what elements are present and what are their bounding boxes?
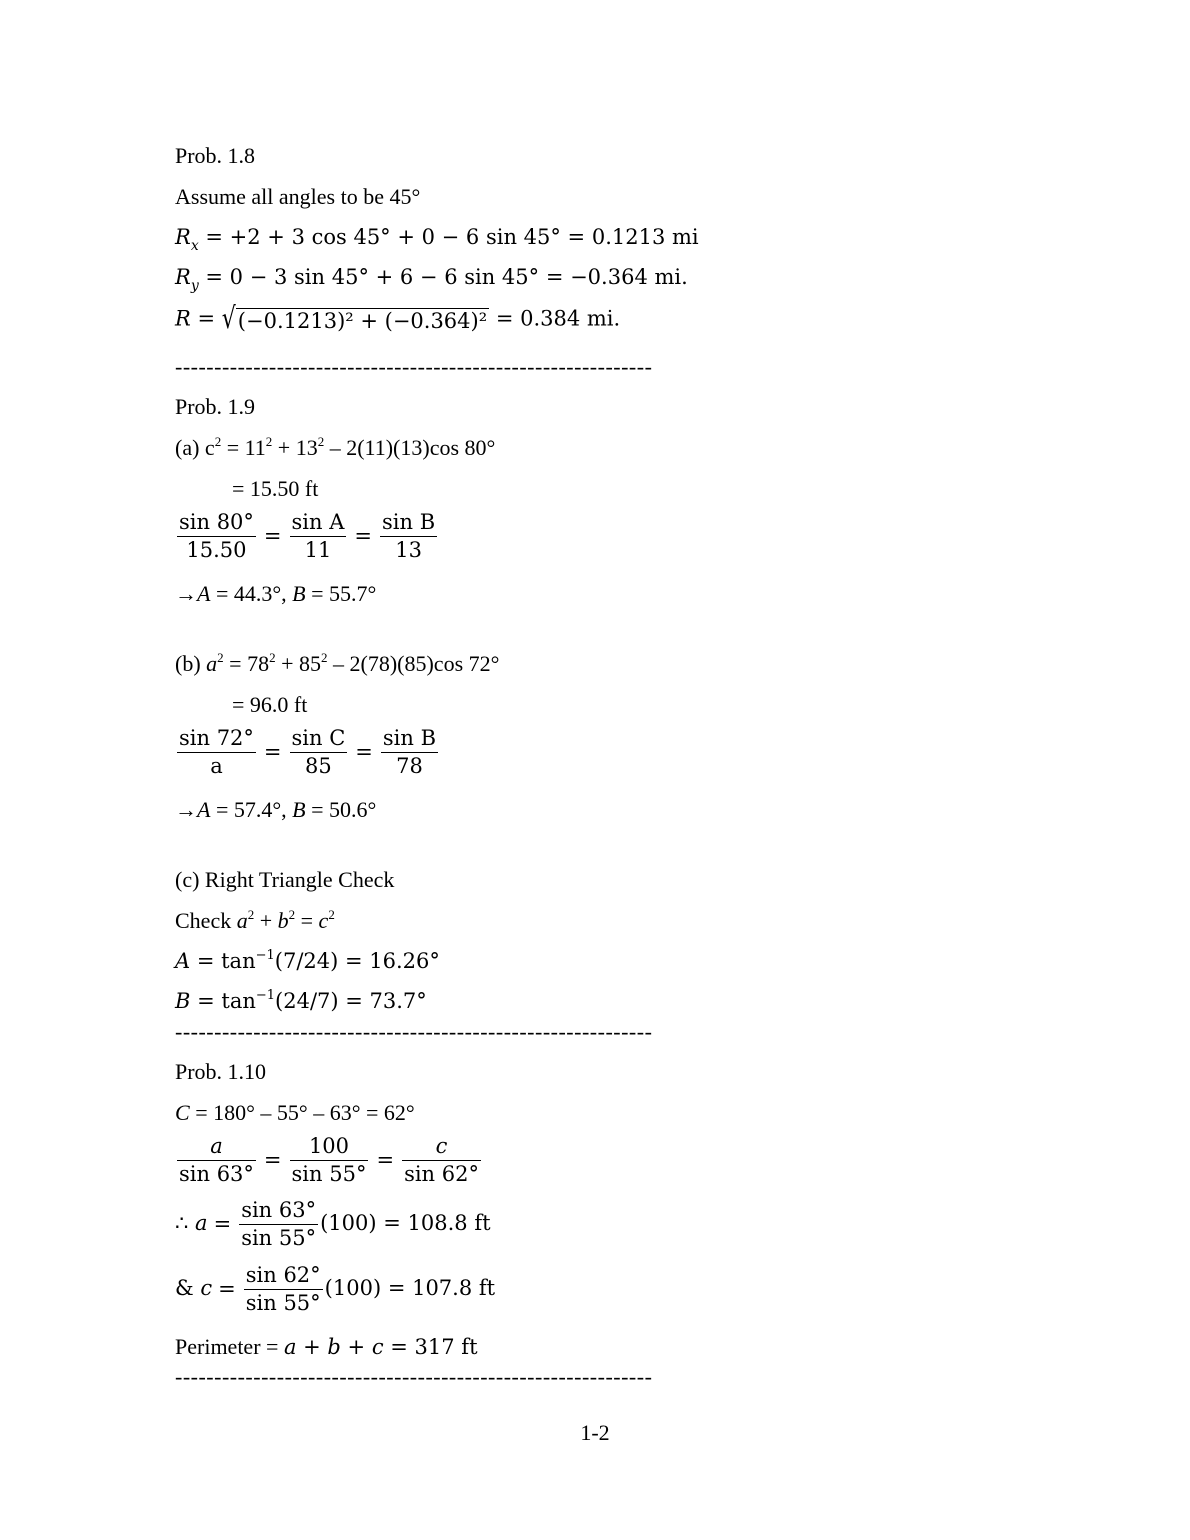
part-c-angle-b <box>175 988 427 1013</box>
denominator: sin 55° <box>245 1291 321 1315</box>
angle-c-equation <box>175 1102 415 1124</box>
denominator: 11 <box>304 538 332 562</box>
therefore: ∴ <box>175 1211 196 1235</box>
equals: = <box>263 524 282 548</box>
var: B <box>292 797 306 822</box>
var: c <box>371 1335 384 1359</box>
rx-equation <box>175 225 699 254</box>
text: + 13 <box>272 435 318 460</box>
exponent: 2 <box>288 907 296 922</box>
exponent: 2 <box>265 434 273 449</box>
exponent: 2 <box>321 650 328 665</box>
numerator: sin 72° <box>177 728 256 753</box>
var: c <box>200 1276 213 1300</box>
exponent: 2 <box>214 434 222 449</box>
rx-subscript: x <box>190 238 199 254</box>
part-b-answer <box>175 799 376 821</box>
exponent: 2 <box>317 434 325 449</box>
prob-1-10-title: Prob. 1.10 <box>175 1059 267 1084</box>
exponent: −1 <box>255 988 276 1003</box>
numerator: sin B <box>381 728 438 753</box>
separator-1: ------------------------------------------------------------- <box>175 354 653 379</box>
fraction <box>402 1136 481 1185</box>
part-c-check <box>175 907 335 933</box>
numerator: 100 <box>290 1136 369 1161</box>
text: Perimeter = <box>175 1334 284 1359</box>
denominator: a <box>210 754 223 778</box>
separator-2: ------------------------------------------------------------- <box>175 1019 653 1044</box>
var: C <box>175 1100 190 1125</box>
part-b-result: = 96.0 ft <box>232 692 308 717</box>
assume-line: Assume all angles to be 45° <box>175 184 421 209</box>
part-a-answer <box>175 583 376 605</box>
fraction <box>290 728 348 777</box>
r-rhs: = 0.384 mi. <box>489 306 621 331</box>
part-b-sine-ratio <box>175 728 440 777</box>
numerator: sin A <box>290 512 347 537</box>
denominator: sin 55° <box>291 1162 367 1186</box>
ampersand: & <box>175 1276 201 1300</box>
r-equation <box>175 302 621 337</box>
equals: = <box>376 1148 395 1172</box>
text: = 11 <box>221 435 266 460</box>
text: + 85 <box>275 651 321 676</box>
fraction <box>290 1136 369 1185</box>
text: Check <box>175 908 237 933</box>
text: (7/24) = 16.26° <box>274 949 440 973</box>
ry-rhs: = 0 − 3 sin 45° + 6 − 6 sin 45° = −0.364 mi. <box>198 265 688 289</box>
var: a <box>195 1211 208 1235</box>
arrow: → <box>175 797 197 822</box>
numerator: sin 62° <box>244 1265 323 1290</box>
sqrt-expression <box>221 302 489 337</box>
text: (a) c <box>175 435 215 460</box>
text: (b) <box>175 651 207 676</box>
var: a <box>236 908 248 933</box>
r-lhs: R = <box>175 306 222 331</box>
numerator: sin B <box>380 512 437 537</box>
separator-3: ------------------------------------------------------------- <box>175 1364 653 1389</box>
var: b <box>327 1335 341 1359</box>
denominator: 15.50 <box>186 538 247 562</box>
var: A <box>175 949 191 973</box>
fraction <box>177 728 256 777</box>
var: B <box>292 581 306 606</box>
numerator: a <box>177 1136 256 1161</box>
exponent: 2 <box>217 650 224 665</box>
prob-1-8-title: Prob. 1.8 <box>175 143 256 168</box>
equals: = <box>355 740 373 764</box>
exponent: 2 <box>247 907 255 922</box>
numerator: sin C <box>290 728 348 753</box>
var: B <box>175 989 191 1013</box>
fraction <box>290 512 347 561</box>
part-a-equation <box>175 434 496 460</box>
part-c-angle-a <box>175 948 440 973</box>
prob-1-9-title: Prob. 1.9 <box>175 394 256 419</box>
var: a <box>283 1335 297 1359</box>
text: (100) = 107.8 ft <box>324 1276 496 1300</box>
equals: = <box>354 524 372 548</box>
text: – 2(11)(13)cos 80° <box>324 435 496 460</box>
var: A <box>197 581 211 606</box>
side-c-equation <box>175 1265 495 1314</box>
text: = 317 ft <box>383 1335 478 1359</box>
page-number: 1-2 <box>580 1420 610 1445</box>
fraction <box>177 512 256 561</box>
var: c <box>318 908 329 933</box>
text: – 2(78)(85)cos 72° <box>327 651 500 676</box>
denominator: sin 62° <box>404 1162 479 1186</box>
text: = 44.3°, <box>210 581 293 606</box>
radicand: (−0.1213)² + (−0.364)² <box>237 309 488 333</box>
part-a-sine-ratio <box>175 512 439 561</box>
numerator: sin 80° <box>177 512 256 537</box>
equals: = <box>263 740 282 764</box>
ry-symbol: R <box>175 265 191 289</box>
text: = 55.7° <box>305 581 377 606</box>
text: = tan <box>190 989 256 1013</box>
perimeter-line <box>175 1336 478 1358</box>
equals: = <box>218 1277 236 1301</box>
text: (24/7) = 73.7° <box>275 989 427 1013</box>
radical-sign: √ <box>221 302 236 337</box>
var: A <box>197 797 211 822</box>
fraction <box>177 1136 256 1185</box>
exponent: −1 <box>255 948 275 963</box>
var: b <box>277 908 289 933</box>
exponent: 2 <box>328 907 335 922</box>
law-of-sines <box>175 1136 483 1185</box>
fraction <box>239 1200 318 1249</box>
text: + <box>340 1335 372 1359</box>
part-b-equation <box>175 650 500 676</box>
text: = 78 <box>223 651 270 676</box>
text: = 50.6° <box>305 797 377 822</box>
text: = tan <box>190 949 256 973</box>
denominator: sin 55° <box>241 1226 317 1250</box>
text: = 180° – 55° – 63° = 62° <box>189 1100 415 1125</box>
text: (100) = 108.8 ft <box>320 1211 491 1235</box>
side-a-equation <box>175 1200 491 1249</box>
equals: = <box>213 1212 232 1236</box>
denominator: 85 <box>305 754 332 778</box>
ry-equation <box>175 265 688 294</box>
equals: = <box>263 1148 282 1172</box>
numerator: c <box>402 1136 481 1161</box>
numerator: sin 63° <box>239 1200 318 1225</box>
ry-subscript: y <box>190 278 199 294</box>
part-c-title: (c) Right Triangle Check <box>175 867 395 892</box>
arrow: → <box>175 581 197 606</box>
text: + <box>296 1335 328 1359</box>
fraction <box>381 728 438 777</box>
denominator: sin 63° <box>179 1162 254 1186</box>
rx-symbol: R <box>175 225 191 249</box>
denominator: 13 <box>395 538 422 562</box>
text: + <box>254 908 278 933</box>
fraction <box>380 512 437 561</box>
part-a-result: = 15.50 ft <box>232 476 319 501</box>
text: = <box>295 908 319 933</box>
text: = 57.4°, <box>210 797 293 822</box>
rx-rhs: = +2 + 3 cos 45° + 0 − 6 sin 45° = 0.1213 mi <box>198 225 699 249</box>
exponent: 2 <box>269 650 276 665</box>
fraction <box>244 1265 323 1314</box>
denominator: 78 <box>396 754 423 778</box>
var: a <box>206 651 218 676</box>
